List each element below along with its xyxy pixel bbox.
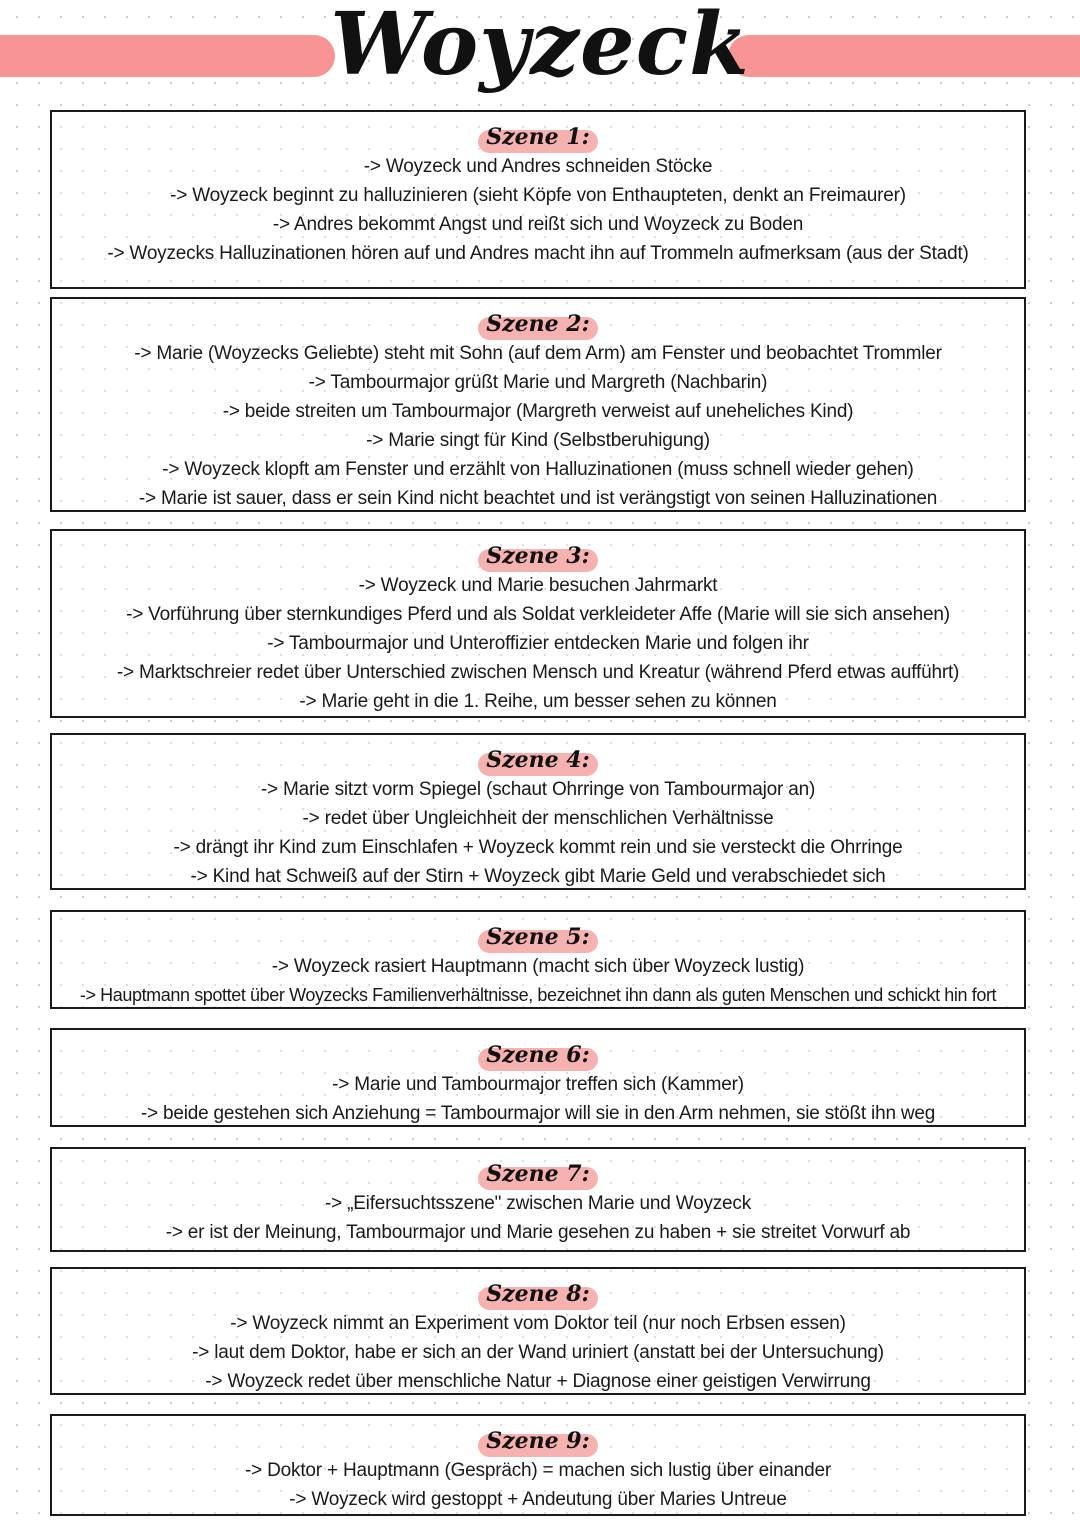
scene-heading: Szene 4: xyxy=(480,745,595,775)
scene-line: -> beide gestehen sich Anziehung = Tambourmajor will sie in den Arm nehmen, sie stößt ihn weg xyxy=(140,1103,936,1124)
scene-box-8 xyxy=(50,1267,1026,1395)
scene-heading: Szene 2: xyxy=(480,309,595,339)
scene-line: -> er ist der Meinung, Tambourmajor und Marie gesehen zu haben + sie streitet Vorwurf ab xyxy=(165,1222,911,1243)
scene-heading: Szene 7: xyxy=(480,1159,595,1189)
scene-box-1 xyxy=(50,110,1026,289)
scene-line: -> Marie sitzt vorm Spiegel (schaut Ohrringe von Tambourmajor an) xyxy=(260,779,816,800)
scene-line: -> Marie geht in die 1. Reihe, um besser sehen zu können xyxy=(299,691,777,712)
scene-heading: Szene 1: xyxy=(480,122,595,152)
scene-line: -> Marie ist sauer, dass er sein Kind nicht beachtet und ist verängstigt von seinen Halluzinationen xyxy=(138,488,938,509)
scene-box-5 xyxy=(50,910,1026,1009)
scene-line: -> Woyzeck wird gestoppt + Andeutung über Maries Untreue xyxy=(289,1489,787,1510)
scene-line: -> Woyzeck und Marie besuchen Jahrmarkt xyxy=(358,575,718,596)
scene-line: -> Woyzeck klopft am Fenster und erzählt von Halluzinationen (muss schnell wieder gehen) xyxy=(162,459,914,480)
scene-line: -> drängt ihr Kind zum Einschlafen + Woyzeck kommt rein und sie versteckt die Ohrringe xyxy=(173,837,903,858)
scene-line: -> Marktschreier redet über Unterschied zwischen Mensch und Kreatur (während Pferd etwas aufführt) xyxy=(116,662,960,683)
scene-line: -> Tambourmajor grüßt Marie und Margreth (Nachbarin) xyxy=(308,372,768,393)
scene-line: -> Woyzeck rasiert Hauptmann (macht sich über Woyzeck lustig) xyxy=(271,956,805,977)
scene-line: -> beide streiten um Tambourmajor (Margreth verweist auf uneheliches Kind) xyxy=(222,401,854,422)
scene-line: -> laut dem Doktor, habe er sich an der Wand uriniert (anstatt bei der Untersuchung) xyxy=(192,1342,884,1363)
scene-heading: Szene 9: xyxy=(480,1426,595,1456)
scene-line: -> Woyzeck redet über menschliche Natur + Diagnose einer geistigen Verwirrung xyxy=(205,1371,871,1392)
scene-heading: Szene 8: xyxy=(480,1279,595,1309)
scene-line: -> redet über Ungleichheit der menschlichen Verhältnisse xyxy=(302,808,774,829)
scene-line: -> Vorführung über sternkundiges Pferd und als Soldat verkleideter Affe (Marie will sie sich ansehen) xyxy=(126,604,950,625)
scene-box-4 xyxy=(50,733,1026,890)
scene-line: -> Marie singt für Kind (Selbstberuhigung) xyxy=(366,430,710,451)
scene-line: -> Doktor + Hauptmann (Gespräch) = machen sich lustig über einander xyxy=(245,1460,831,1481)
scene-heading: Szene 6: xyxy=(480,1040,595,1070)
scene-line: -> Tambourmajor und Unteroffizier entdecken Marie und folgen ihr xyxy=(267,633,809,654)
scene-line: -> Hauptmann spottet über Woyzecks Familienverhältnisse, bezeichnet ihn dann als guten Menschen und schickt hin fort xyxy=(79,985,997,1005)
scene-line: -> „Eifersuchtsszene" zwischen Marie und Woyzeck xyxy=(324,1193,752,1214)
page-title: Woyzeck xyxy=(330,0,750,95)
scene-line: -> Marie (Woyzecks Geliebte) steht mit Sohn (auf dem Arm) am Fenster und beobachtet Trommler xyxy=(134,343,942,364)
scene-box-3 xyxy=(50,529,1026,718)
scene-box-6 xyxy=(50,1028,1026,1127)
scene-heading: Szene 5: xyxy=(480,922,595,952)
scene-line: -> Kind hat Schweiß auf der Stirn + Woyzeck gibt Marie Geld und verabschiedet sich xyxy=(190,866,886,887)
scene-box-9 xyxy=(50,1414,1026,1516)
scene-line: -> Woyzeck nimmt an Experiment vom Doktor teil (nur noch Erbsen essen) xyxy=(230,1313,846,1334)
scene-box-2 xyxy=(50,297,1026,512)
scene-box-7 xyxy=(50,1147,1026,1252)
scene-line: -> Andres bekommt Angst und reißt sich und Woyzeck zu Boden xyxy=(272,214,804,235)
scene-line: -> Woyzeck beginnt zu halluzinieren (sieht Köpfe von Enthaupteten, denkt an Freimaurer) xyxy=(170,185,906,206)
scene-line: -> Woyzecks Halluzinationen hören auf und Andres macht ihn auf Trommeln aufmerksam (aus der Stadt) xyxy=(107,243,969,264)
scene-line: -> Marie und Tambourmajor treffen sich (Kammer) xyxy=(332,1074,744,1095)
scene-heading: Szene 3: xyxy=(480,541,595,571)
scene-line: -> Woyzeck und Andres schneiden Stöcke xyxy=(363,156,713,177)
